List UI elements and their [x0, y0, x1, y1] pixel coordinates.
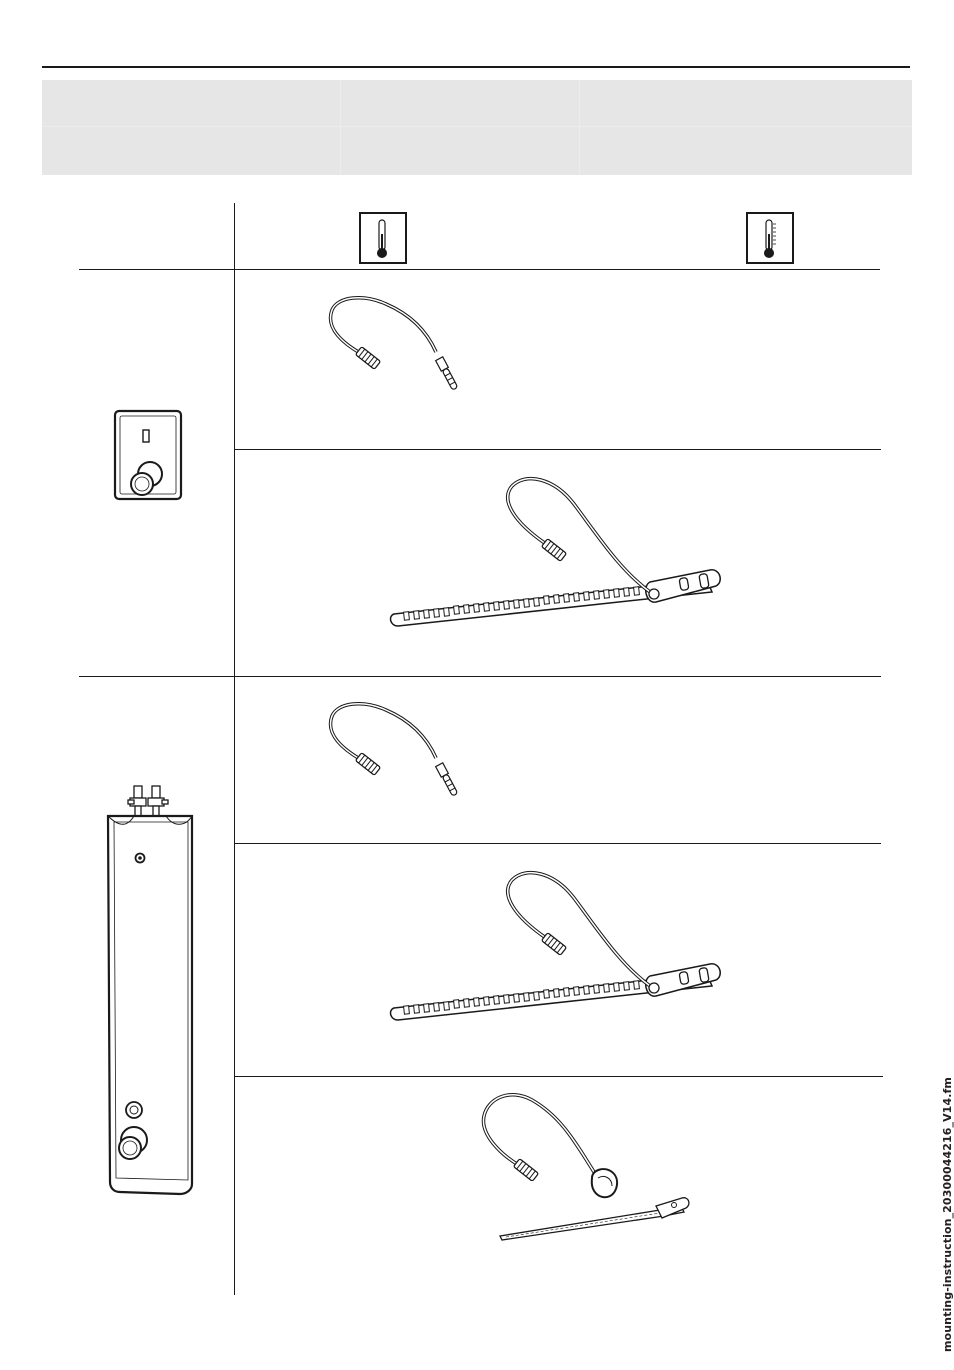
sensor-cable-short-icon [324, 290, 474, 390]
row-divider [234, 449, 881, 450]
sensor-cable-with-strap-icon [388, 868, 728, 1028]
sensor-cable-with-strap-icon [388, 474, 728, 634]
footer-filename: mounting-instruction_20300044216_V14.fm [941, 1077, 954, 1352]
row-divider [234, 1076, 883, 1077]
top-rule [42, 66, 910, 68]
shower-panel-icon [100, 780, 200, 1200]
section-divider [79, 676, 881, 677]
table-header-rule [79, 269, 880, 270]
thermometer-warm-icon [746, 212, 794, 264]
thermometer-cold-icon [359, 212, 407, 264]
table-column-divider [234, 203, 235, 1295]
header-band [42, 80, 912, 175]
row-divider [234, 843, 881, 844]
sensor-cable-with-pipe-clamp-icon [470, 1078, 700, 1248]
sensor-cable-short-icon [324, 696, 474, 796]
concealed-panel-icon [112, 408, 184, 502]
